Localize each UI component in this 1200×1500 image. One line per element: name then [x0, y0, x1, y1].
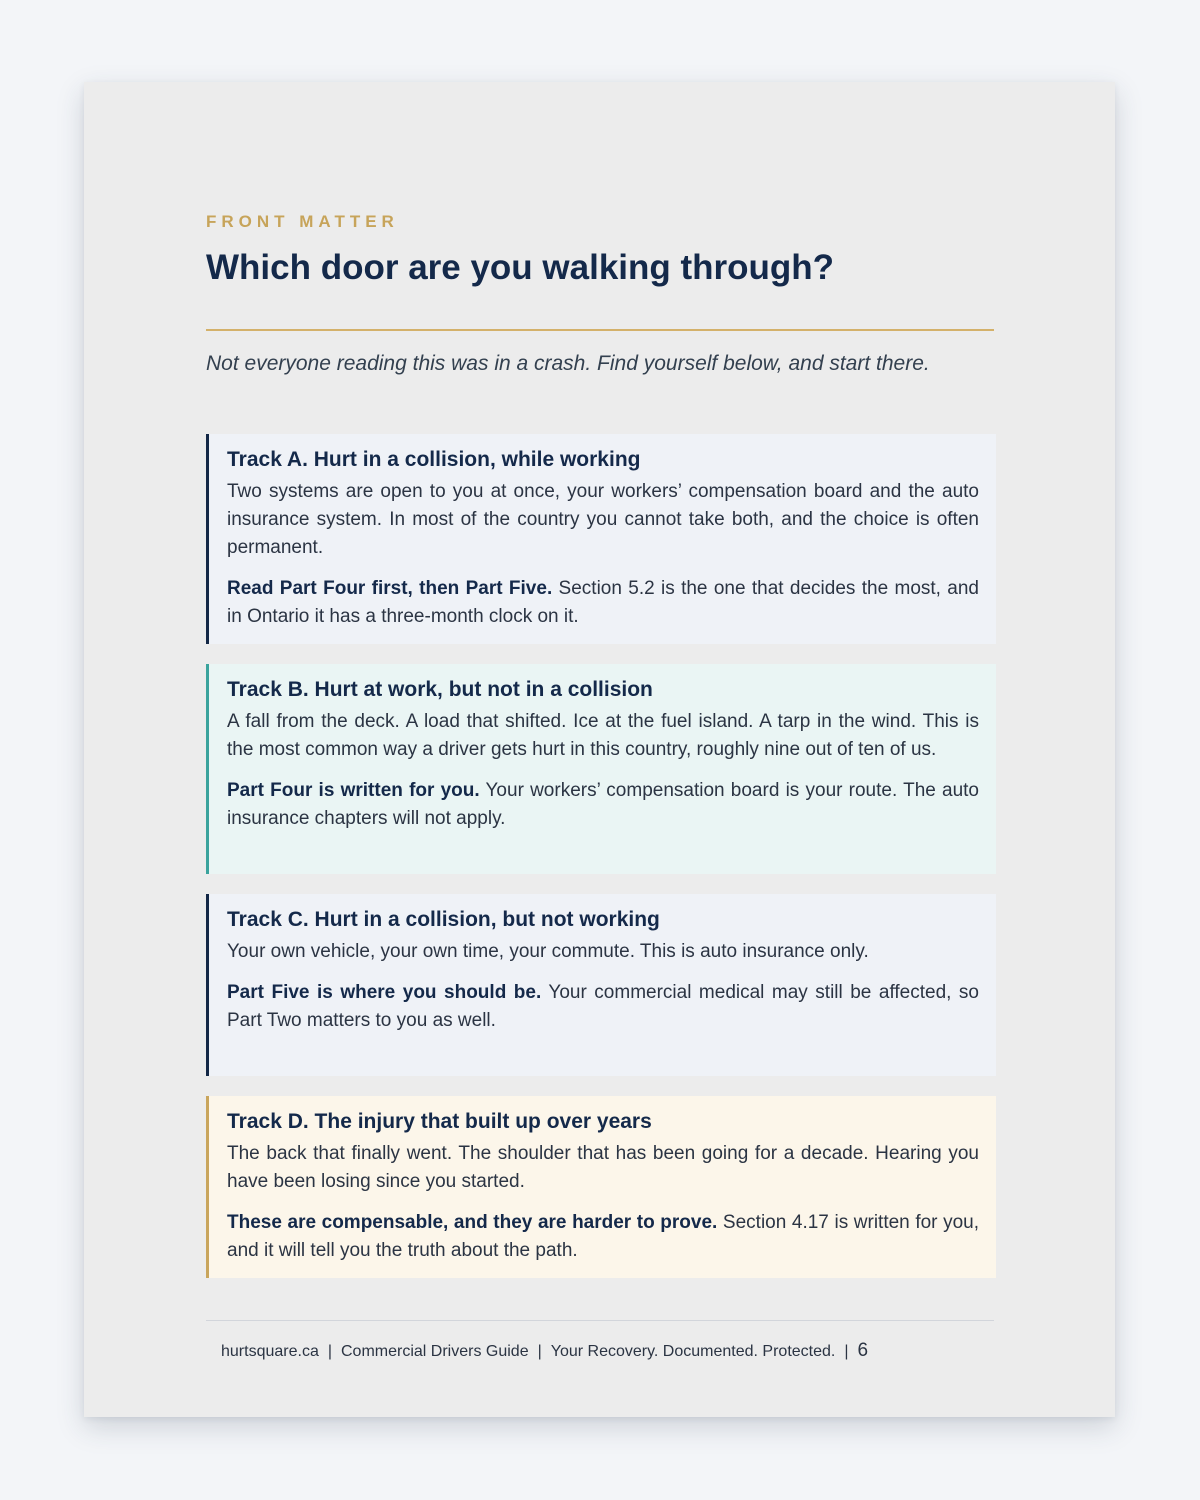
track-b-card [206, 664, 996, 874]
footer-site: hurtsquare.ca [221, 1343, 319, 1360]
track-b-guidance-rest: Your workers’ compensation board is your route. The auto insurance chapters will not apply. [227, 780, 979, 829]
footer-divider [206, 1320, 994, 1321]
footer-separator: | [537, 1343, 542, 1360]
track-a-body: Two systems are open to you at once, your workers’ compensation board and the auto insurance system. In most of the country you cannot take both, and the choice is often permanent. [227, 481, 979, 558]
track-a-title: Track A. Hurt in a collision, while working [227, 448, 641, 471]
track-d-guidance-lead: These are compensable, and they are harder to prove. [227, 1212, 718, 1233]
track-c-body: Your own vehicle, your own time, your commute. This is auto insurance only. [227, 941, 869, 962]
track-d-guidance-rest: Section 4.17 is written for you, and it will tell you the truth about the path. [227, 1212, 980, 1261]
track-b-guidance [227, 777, 979, 833]
track-b-body: A fall from the deck. A load that shifted. Ice at the fuel island. A tarp in the wind. This is the most common way a driver gets hurt in this country, roughly nine out of ten of us. [227, 711, 979, 760]
track-a-guidance [227, 575, 979, 631]
page-title: Which door are you walking through? [206, 248, 835, 287]
track-a-guidance-rest: Section 5.2 is the one that decides the most, and in Ontario it has a three-month clock on it. [227, 578, 979, 627]
track-d-title: Track D. The injury that built up over years [227, 1110, 652, 1133]
section-eyebrow: FRONT MATTER [206, 212, 399, 231]
title-divider [206, 329, 994, 331]
footer-tagline: Your Recovery. Documented. Protected. [550, 1343, 836, 1360]
document-page [84, 82, 1115, 1417]
track-c-guidance-rest: Your commercial medical may still be affected, so Part Two matters to you as well. [227, 982, 979, 1031]
track-a-card [206, 434, 996, 644]
track-c-guidance-lead: Part Five is where you should be. [227, 982, 542, 1003]
track-b-guidance-lead: Part Four is written for you. [227, 780, 480, 801]
track-d-body: The back that finally went. The shoulder that has been going for a decade. Hearing you have been losing since you started. [227, 1143, 979, 1192]
page-number: 6 [857, 1340, 869, 1361]
footer-separator: | [844, 1343, 849, 1360]
track-a-guidance-lead: Read Part Four first, then Part Five. [227, 578, 553, 599]
track-c-title: Track C. Hurt in a collision, but not working [227, 908, 660, 931]
footer-guide-name: Commercial Drivers Guide [341, 1343, 529, 1360]
track-b-title: Track B. Hurt at work, but not in a collision [227, 678, 653, 701]
track-d-guidance [227, 1209, 979, 1265]
track-c-guidance [227, 979, 979, 1035]
track-d-card [206, 1096, 996, 1278]
track-c-card [206, 894, 996, 1076]
page-footer [221, 1340, 981, 1362]
footer-separator: | [327, 1343, 332, 1360]
intro-text: Not everyone reading this was in a crash. Find yourself below, and start there. [206, 352, 930, 375]
